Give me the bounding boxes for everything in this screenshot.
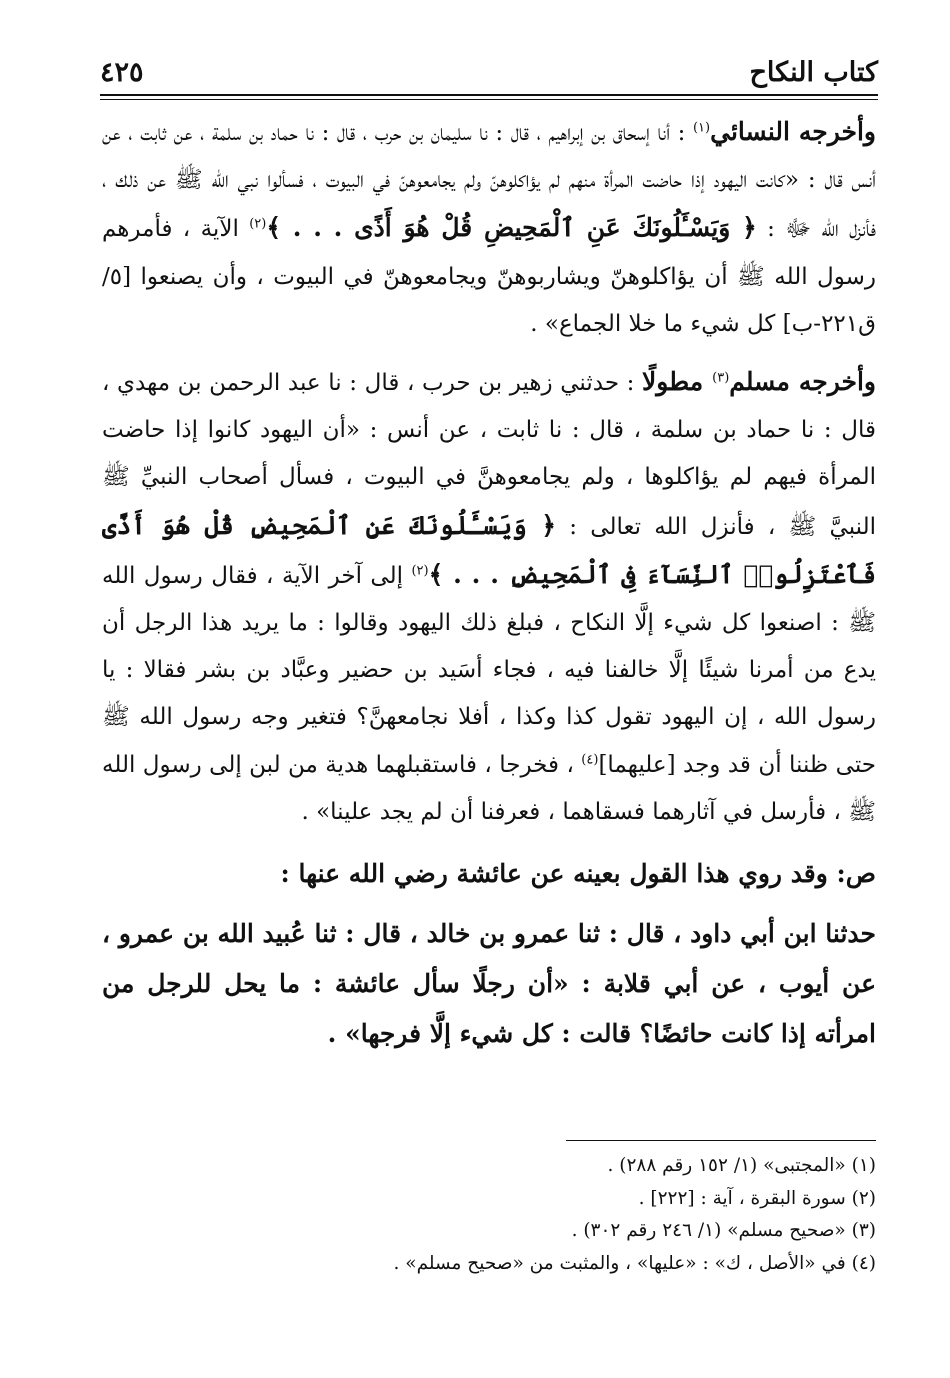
footnote-4: (٤) في «الأصل ، ك» : «عليها» ، والمثبت من «صحيح مسلم» . bbox=[393, 1252, 876, 1274]
paragraph-muslim bbox=[102, 358, 876, 836]
footnote-rule bbox=[566, 1140, 876, 1141]
paragraph-text: : حدثني زهير بن حرب ، قال : نا عبد الرحمن بن مهدي ، قال : نا حماد بن سلمة ، قال : نا ثابت ، عن أنس : «أن اليهود كانوا إذا حاضت المرأة فيهم لم يؤاكلوها ، ولم يجامعوهنَّ في البيوت ، فسأل أصحاب النبيِّ ﷺ النبيَّ ﷺ ، فأنزل الله تعالى : bbox=[102, 370, 876, 540]
running-header bbox=[100, 40, 878, 88]
footnote-3: (٣) «صحيح مسلم» (١/ ٢٤٦ رقم ٣٠٢) . bbox=[571, 1220, 876, 1241]
paragraph-text: ، فخرجا ، فاستقبلهما هدية من لبن إلى رسول الله ﷺ ، فأرسل في آثارهما فسقاهما ، فعرفنا أن لم يجد علينا» . bbox=[102, 751, 876, 825]
footnote-1: (١) «المجتبى» (١/ ١٥٢ رقم ٢٨٨) . bbox=[607, 1155, 876, 1176]
paragraph-text: إلى آخر الآية ، فقال رسول الله ﷺ : اصنعوا كل شيء إلَّا النكاح ، فبلغ ذلك اليهود وقالوا : ما يريد هذا الرجل أن يدع من أمرنا شيئًا إلَّا خالفنا فيه ، فجاء أسَيد بن حضير وعبَّاد بن بشر فقالا : يا رسول الله ، إن اليهود تقول كذا وكذا ، أفلا نجامعهنَّ؟ فتغير وجه رسول الله ﷺ حتى ظننا أن قد وجد [عليهما] bbox=[102, 562, 876, 778]
paragraph-text: الآية ، فأمرهم رسول الله ﷺ أن يؤاكلوهنّ ويشاربوهنّ ويجامعوهنّ في البيوت ، وأن يصنعوا [٥/ ق٢٢١-ب] كل شيء ما خلا الجماع» . bbox=[102, 216, 876, 337]
footnote-marker: (٢) bbox=[249, 216, 267, 232]
hadith-isnad: حدثنا ابن أبي داود ، قال : ثنا عمرو بن خالد ، قال : ثنا عُبيد الله بن عمرو ، عن أيوب ، عن أبي قلابة : «أن رجلًا سأل عائشة : ما يحل للرجل من امرأته إذا كانت حائضًا؟ قالت : كل شيء إلَّا فرجها» . bbox=[102, 919, 876, 1049]
paragraph-nasai bbox=[102, 108, 876, 348]
paragraph-lead: وأخرجه النسائي bbox=[710, 117, 877, 146]
paragraph-lead: وأخرجه مسلم bbox=[729, 367, 877, 397]
header-rule bbox=[100, 94, 878, 100]
page-number: ٤٢٥ bbox=[100, 57, 144, 88]
footnote-marker: (٤) bbox=[581, 751, 599, 767]
footnotes bbox=[102, 1150, 876, 1280]
body-text bbox=[102, 108, 876, 1059]
paragraph-text: : أنا إسحاق بن إبراهيم ، قال : نا سليمان بن حرب ، قال : نا حماد بن سلمة ، عن ثابت ، عن أنس قال : «كانت اليهود إذا حاضت المرأة منهم لم يؤاكلوهنّ ولم يجامعوهنّ في البيوت ، فسألوا نبي الله ﷺ عن ذلك ، فأنزل الله ﷻ : bbox=[102, 120, 876, 243]
section-heading: ص: وقد روي هذا القول بعينه عن عائشة رضي الله عنها : bbox=[280, 859, 876, 889]
footnote-marker: (١) bbox=[692, 120, 711, 136]
footnote-marker: (٣) bbox=[712, 370, 730, 386]
footnote-marker: (٢) bbox=[411, 563, 429, 579]
quran-verse: ﴿ وَيَسْـَٔلُونَكَ عَنِ ٱلْمَحِيضِ قُلْ هُوَ أَذًى فَٱعْتَزِلُوا۟ ٱلنِّسَآءَ فِى ٱلْمَحِيضِ . . . ﴾ bbox=[102, 510, 877, 589]
paragraph-lead-suffix: مطولًا bbox=[642, 367, 713, 397]
quran-verse: ﴿ وَيَسْـَٔلُونَكَ عَنِ ٱلْمَحِيضِ قُلْ هُوَ أَذًى . . . ﴾ bbox=[266, 213, 757, 243]
book-title: كتاب النكاح bbox=[749, 57, 878, 88]
footnote-2: (٢) سورة البقرة ، آية : [٢٢٢] . bbox=[638, 1187, 876, 1209]
